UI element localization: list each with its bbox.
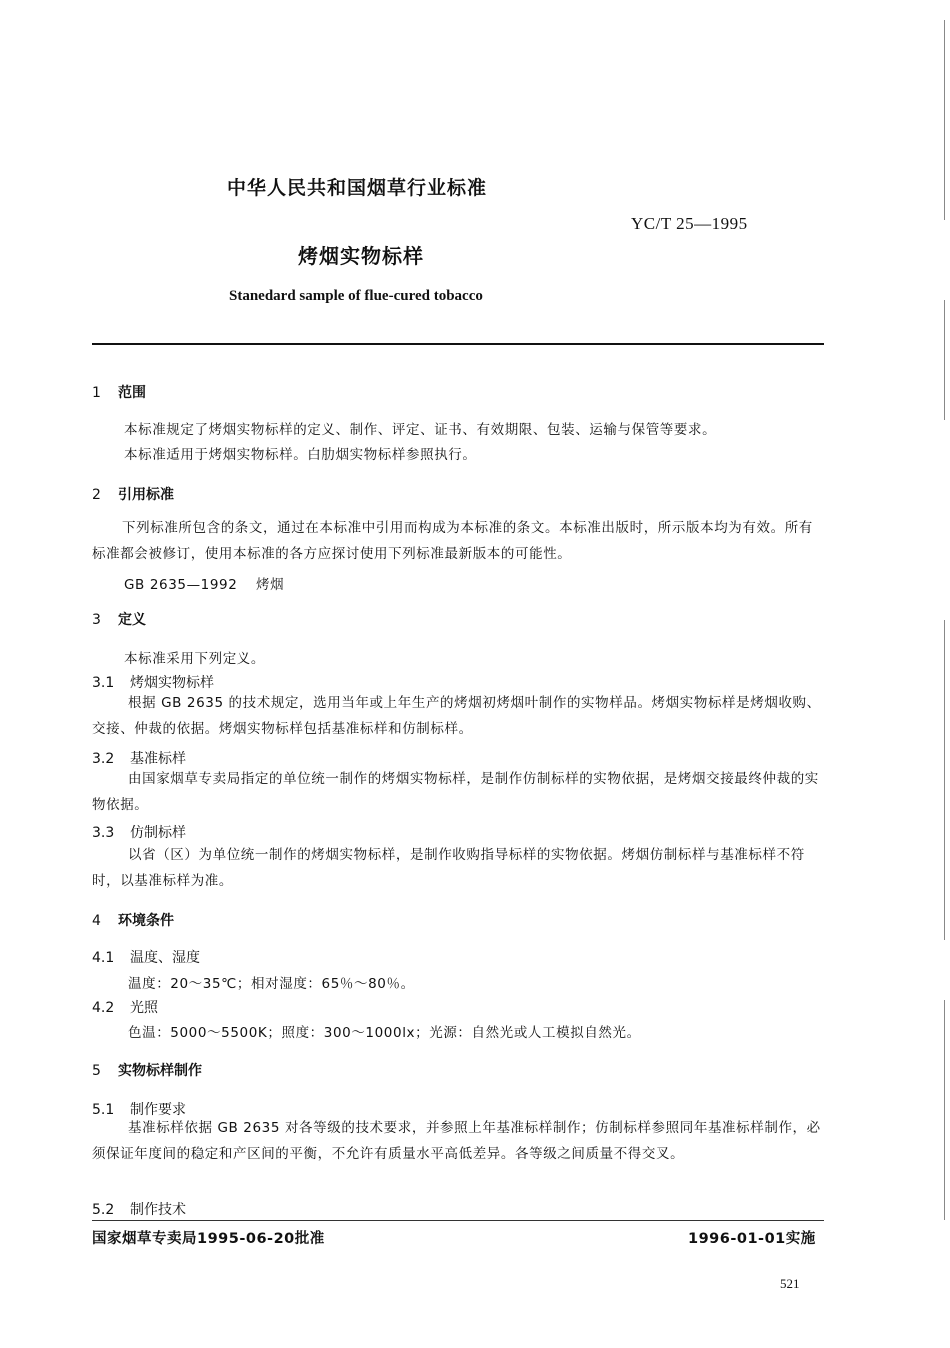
section-number: 3 [92,612,101,628]
subsection-3-1-heading [92,672,214,692]
section-5-heading [92,1060,202,1080]
implementation-date: 1996-01-01实施 [688,1231,816,1247]
footer-divider [92,1220,824,1221]
subsection-4-1-text: 温度：20～35℃；相对湿度：65％～80％。 [128,976,415,992]
section-title: 环境条件 [118,913,174,929]
section-3-intro: 本标准采用下列定义。 [124,651,265,667]
section-1-paragraph: 本标准规定了烤烟实物标样的定义、制作、评定、证书、有效期限、包装、运输与保管等要求。 [124,422,717,438]
scan-edge-line [944,20,945,220]
document-title: 烤烟实物标样 [298,244,424,268]
section-title: 定义 [118,612,146,628]
scan-edge-line [944,1000,945,1220]
subsection-4-2-heading [92,997,158,1017]
subsection-title: 温度、湿度 [130,950,200,966]
section-title: 范围 [118,385,146,401]
section-number: 5 [92,1063,101,1079]
subsection-3-1-text: 根据 GB 2635 的技术规定，选用当年或上年生产的烤烟初烤烟叶制作的实物样品。烤烟实物标样是烤烟收购、交接、仲裁的依据。烤烟实物标样包括基准标样和仿制标样。 [92,695,821,737]
standard-code: YC/T 25—1995 [631,214,748,233]
section-title: 引用标准 [118,487,174,503]
english-title: Stanedard sample of flue-cured tobacco [229,288,483,304]
subsection-title: 制作技术 [130,1202,186,1218]
reference-code: GB 2635—1992 [124,577,238,593]
section-2-heading [92,484,174,504]
subsection-3-3-heading [92,822,186,842]
subsection-3-2-text: 由国家烟草专卖局指定的单位统一制作的烤烟实物标样，是制作仿制标样的实物依据，是烤烟交接最终仲裁的实物依据。 [92,771,819,813]
subsection-5-2-heading [92,1199,186,1219]
subsection-title: 光照 [130,1000,158,1016]
section-number: 4 [92,913,101,929]
header-divider [92,343,824,345]
subsection-5-1-text: 基准标样依据 GB 2635 对各等级的技术要求，并参照上年基准标样制作；仿制标样参照同年基准标样制作，必须保证年度间的稳定和产区间的平衡，不允许有质量水平高低差异。各等级之间质量不得交叉。 [92,1120,821,1162]
reference-standard [124,573,284,593]
subsection-3-2-heading [92,748,186,768]
subsection-4-2-text: 色温：5000～5500K；照度：300～1000lx；光源：自然光或人工模拟自然光。 [128,1025,641,1041]
subsection-4-1-heading [92,947,200,967]
section-3-heading [92,609,146,629]
section-1-heading [92,382,146,402]
subsection-number: 3.2 [92,751,115,767]
scan-edge-line [944,620,945,940]
reference-name: 烤烟 [256,577,285,593]
subsection-number: 5.2 [92,1202,115,1218]
subsection-title: 制作要求 [130,1102,186,1118]
industry-standard-title: 中华人民共和国烟草行业标准 [227,177,488,199]
section-2-paragraph: 下列标准所包含的条文，通过在本标准中引用而构成为本标准的条文。本标准出版时，所示版本均为有效。所有标准都会被修订，使用本标准的各方应探讨使用下列标准最新版本的可能性。 [92,520,813,562]
subsection-3-3-text: 以省（区）为单位统一制作的烤烟实物标样，是制作收购指导标样的实物依据。烤烟仿制标样与基准标样不符时，以基准标样为准。 [92,847,805,889]
section-title: 实物标样制作 [118,1063,202,1079]
page-number: 521 [780,1276,800,1291]
section-number: 1 [92,385,101,401]
section-number: 2 [92,487,101,503]
scan-edge-line [944,300,945,420]
subsection-title: 基准标样 [130,751,186,767]
subsection-number: 3.1 [92,675,115,691]
approval-note: 国家烟草专卖局1995-06-20批准 [92,1231,325,1247]
subsection-title: 仿制标样 [130,825,186,841]
subsection-number: 4.2 [92,1000,115,1016]
subsection-number: 3.3 [92,825,115,841]
section-1-paragraph: 本标准适用于烤烟实物标样。白肋烟实物标样参照执行。 [124,447,477,463]
subsection-title: 烤烟实物标样 [130,675,214,691]
subsection-number: 5.1 [92,1102,115,1118]
section-4-heading [92,910,174,930]
subsection-number: 4.1 [92,950,115,966]
